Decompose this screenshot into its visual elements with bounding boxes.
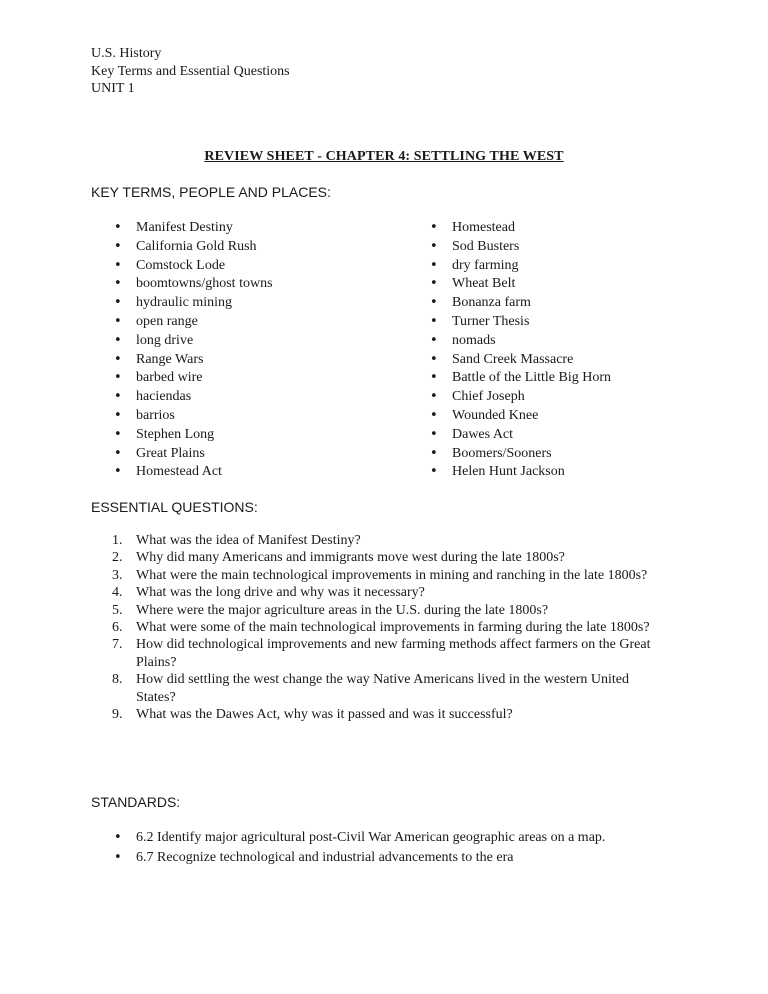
key-term-item: • Comstock Lode — [114, 257, 273, 276]
question-number: 1. — [112, 533, 123, 548]
question-text: What were the main technological improvements in mining and ranching in the late 1800s? — [136, 567, 648, 583]
standards-heading: STANDARDS: — [91, 794, 181, 810]
key-term-item: • hydraulic mining — [114, 294, 273, 313]
question-number: 9. — [112, 707, 123, 723]
key-term-item: • Stephen Long — [114, 426, 273, 445]
key-term-item: • California Gold Rush — [114, 238, 273, 257]
question-number: 7. — [112, 637, 123, 653]
key-term-item: • Turner Thesis — [430, 313, 611, 332]
question-item — [112, 619, 672, 636]
question-text: Where were the major agriculture areas in the U.S. during the late 1800s? — [136, 602, 549, 618]
standard-item: • 6.7 Recognize technological and industrial advancements to the era — [114, 848, 605, 868]
key-term-item: • Helen Hunt Jackson — [430, 463, 611, 482]
key-term-item: • Great Plains — [114, 445, 273, 464]
question-text: What were some of the main technological improvements in farming during the late 1800s? — [136, 620, 650, 636]
standard-item: • 6.2 Identify major agricultural post-Civil War American geographic areas on a map. — [114, 828, 605, 848]
key-term-item: • Sod Busters — [430, 238, 611, 257]
essential-questions-list — [112, 532, 672, 723]
key-term-item: • haciendas — [114, 388, 273, 407]
key-term-item: • Chief Joseph — [430, 388, 611, 407]
key-term-item: • Range Wars — [114, 351, 273, 370]
key-term-item: • dry farming — [430, 257, 611, 276]
key-term-item: • long drive — [114, 332, 273, 351]
key-term-item: • boomtowns/ghost towns — [114, 275, 273, 294]
key-term-item: • Homestead — [430, 219, 611, 238]
key-term-item: • Wheat Belt — [430, 275, 611, 294]
question-text: How did technological improvements and new farming methods affect farmers on the Great Plains? — [136, 637, 651, 670]
question-item — [112, 602, 672, 619]
question-text: Why did many Americans and immigrants move west during the late 1800s? — [136, 550, 565, 566]
question-item — [112, 567, 672, 584]
key-terms-list-left — [114, 219, 273, 482]
key-term-item: • barrios — [114, 407, 273, 426]
question-item — [112, 636, 672, 671]
key-terms-list-right — [430, 219, 611, 482]
key-term-item: • Sand Creek Massacre — [430, 351, 611, 370]
question-number: 6. — [112, 620, 123, 636]
standards-list — [114, 828, 605, 868]
unit-label: UNIT 1 — [91, 81, 135, 96]
question-text: What was the idea of Manifest Destiny? — [136, 533, 361, 548]
question-text: What was the Dawes Act, why was it passed and was it successful? — [136, 707, 513, 723]
key-term-item: • nomads — [430, 332, 611, 351]
document-subtitle: Key Terms and Essential Questions — [91, 63, 290, 79]
course-name: U.S. History — [91, 46, 162, 61]
key-term-item: • open range — [114, 313, 273, 332]
question-item — [112, 671, 672, 706]
key-term-item: • Wounded Knee — [430, 407, 611, 426]
document-header — [91, 45, 290, 98]
question-number: 2. — [112, 550, 123, 566]
question-text: What was the long drive and why was it necessary? — [136, 585, 425, 601]
question-item — [112, 706, 672, 723]
question-item — [112, 584, 672, 601]
key-term-item: • Homestead Act — [114, 463, 273, 482]
key-term-item: • barbed wire — [114, 369, 273, 388]
question-number: 4. — [112, 585, 123, 601]
question-number: 5. — [112, 602, 123, 618]
question-number: 8. — [112, 672, 123, 688]
question-number: 3. — [112, 567, 123, 583]
key-terms-heading: KEY TERMS, PEOPLE AND PLACES: — [91, 184, 331, 200]
page-title: REVIEW SHEET - CHAPTER 4: SETTLING THE WEST — [204, 149, 564, 164]
key-term-item: • Battle of the Little Big Horn — [430, 369, 611, 388]
essential-questions-heading: ESSENTIAL QUESTIONS: — [91, 499, 258, 515]
question-text: How did settling the west change the way Native Americans lived in the western United States? — [136, 672, 629, 705]
key-term-item: • Bonanza farm — [430, 294, 611, 313]
question-item — [112, 549, 672, 566]
key-term-item: • Manifest Destiny — [114, 219, 273, 238]
key-term-item: • Boomers/Sooners — [430, 445, 611, 464]
key-term-item: • Dawes Act — [430, 426, 611, 445]
question-item — [112, 532, 672, 549]
